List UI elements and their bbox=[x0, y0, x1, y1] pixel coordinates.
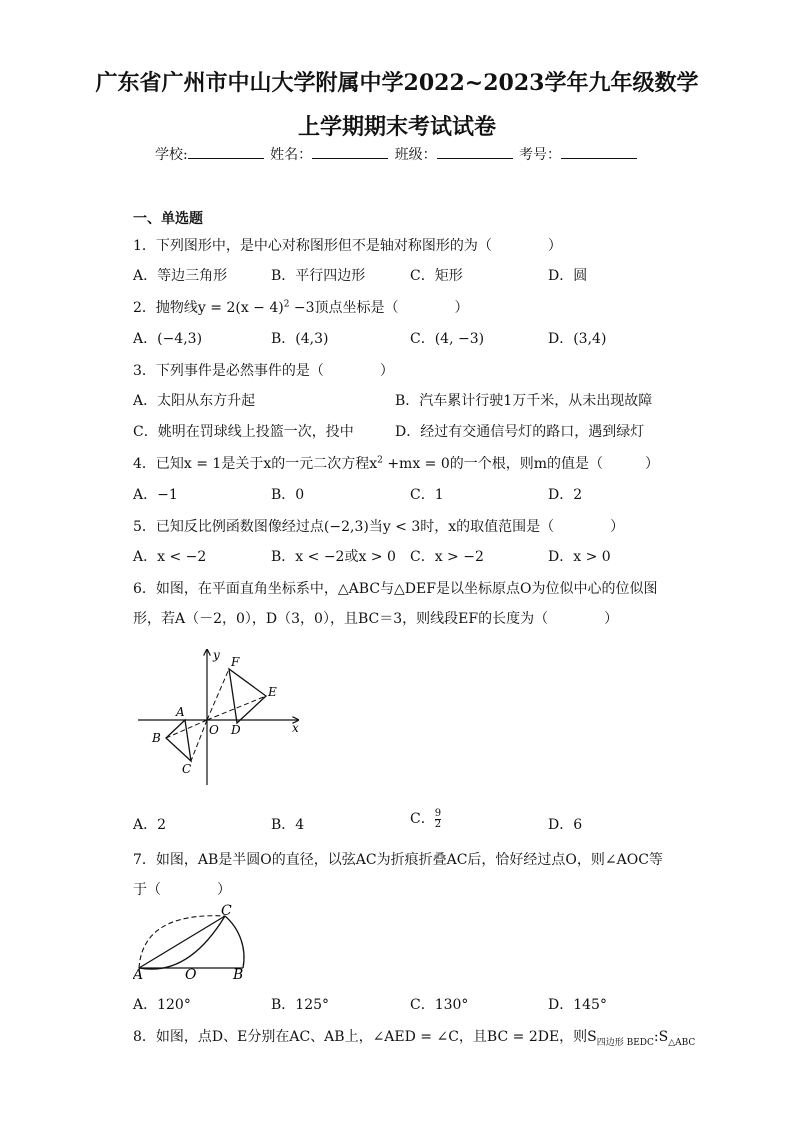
q3-stem: 3．下列事件是必然事件的是（ ） bbox=[133, 363, 394, 379]
title-line-2: 上学期期末考试试卷 bbox=[297, 114, 496, 140]
label-o: O bbox=[209, 723, 219, 737]
label-b: B bbox=[233, 967, 244, 982]
q5-option-a: A．x < −2 bbox=[133, 549, 207, 565]
q7-option-b: B．125° bbox=[271, 997, 330, 1013]
semicircle-arc bbox=[225, 916, 244, 968]
label-d: D bbox=[231, 723, 241, 737]
section-heading: 一、单选题 bbox=[133, 211, 203, 227]
title-line-1: 广东省广州市中山大学附属中学2022~2023学年九年级数学 bbox=[95, 70, 699, 96]
q5-option-b: B．x < −2或x > 0 bbox=[271, 549, 396, 565]
q1-option-a: A．等边三角形 bbox=[133, 268, 228, 284]
fraction-9-2: $\frac{9}{2}$ bbox=[434, 807, 442, 830]
school-label: 学校: bbox=[154, 147, 188, 163]
name-label: 姓名： bbox=[270, 147, 313, 163]
label-c: C bbox=[182, 762, 192, 776]
class-blank[interactable] bbox=[437, 146, 513, 159]
student-info-fields bbox=[0, 144, 794, 164]
q7-option-d: D．145° bbox=[548, 997, 607, 1013]
q5-option-c: C．x > −2 bbox=[410, 549, 484, 565]
q5-stem: 5．已知反比例函数图像经过点(−2,3)当y < 3时，x的取值范围是（ ） bbox=[133, 519, 625, 535]
q6-option-b: B．4 bbox=[271, 817, 305, 833]
q6-figure bbox=[133, 645, 308, 790]
q7-option-c: C．130° bbox=[410, 997, 469, 1013]
q6-stem-line1: 6．如图，在平面直角坐标系中，△ABC与△DEF是以坐标原点O为位似中心的位似图 bbox=[133, 581, 658, 597]
q4-option-c: C．1 bbox=[410, 487, 444, 503]
q6-option-c: C． $\frac{9}{2}$ bbox=[410, 807, 442, 830]
q7-stem-line2: 于（ ） bbox=[133, 882, 231, 898]
q5-option-d: D．x > 0 bbox=[548, 549, 611, 565]
q4-stem: 4．已知x = 1是关于x的一元二次方程$x^2 +mx = 0$的一个根，则m的值是（ ） bbox=[133, 455, 660, 472]
q4-option-d: D．2 bbox=[548, 487, 583, 503]
q7-stem-line1: 7．如图，AB是半圆O的直径，以弦AC为折痕折叠AC后，恰好经过点O，则∠AOC等 bbox=[133, 852, 663, 868]
q6-option-d: D．6 bbox=[548, 817, 583, 833]
label-b: B bbox=[152, 731, 161, 745]
label-e: E bbox=[268, 685, 277, 699]
label-x: x bbox=[292, 721, 299, 735]
q1-option-b: B．平行四边形 bbox=[271, 268, 366, 284]
label-c: C bbox=[221, 903, 232, 919]
number-blank[interactable] bbox=[561, 146, 637, 159]
q3-option-c: C．姚明在罚球线上投篮一次，投中 bbox=[133, 424, 354, 440]
q1-option-c: C．矩形 bbox=[410, 268, 463, 284]
number-label: 考号： bbox=[519, 147, 562, 163]
label-a: A bbox=[133, 967, 144, 982]
triangle-def bbox=[229, 669, 266, 723]
q8-stem: 8．如图，点D、E分别在AC、AB上，∠AED = ∠C，且BC = 2DE，则$S_{四边形 BEDC}:S_{\triangle ABC}$ bbox=[133, 1029, 696, 1048]
q2-stem: 2．抛物线$y = 2(x - 4)^2 -3$顶点坐标是（ ） bbox=[133, 299, 469, 316]
q7-option-a: A．120° bbox=[133, 997, 191, 1013]
label-y: y bbox=[213, 648, 220, 662]
q1-stem: 1．下列图形中，是中心对称图形但不是轴对称图形的为（ ） bbox=[133, 238, 562, 254]
q2-option-b: B．(4,3) bbox=[271, 331, 329, 347]
q7-figure bbox=[133, 902, 263, 982]
chord-ac bbox=[139, 916, 225, 968]
label-f: F bbox=[231, 655, 240, 669]
q2-option-c: C．(4, −3) bbox=[410, 331, 485, 347]
q6-stem-line2: 形，若A（－2，0），D（3，0），且BC＝3，则线段EF的长度为（ ） bbox=[133, 611, 619, 627]
q3-option-d: D．经过有交通信号灯的路口，遇到绿灯 bbox=[395, 424, 645, 440]
q2-option-d: D．(3,4) bbox=[548, 331, 607, 347]
q3-option-b: B．汽车累计行驶1万千米，从未出现故障 bbox=[395, 393, 653, 409]
class-label: 班级： bbox=[394, 147, 437, 163]
school-blank[interactable] bbox=[188, 146, 264, 159]
name-blank[interactable] bbox=[312, 146, 388, 159]
q4-option-b: B．0 bbox=[271, 487, 305, 503]
label-a: A bbox=[176, 705, 185, 719]
q3-option-a: A．太阳从东方升起 bbox=[133, 393, 256, 409]
label-o: O bbox=[185, 967, 197, 982]
dashed-oc bbox=[191, 720, 207, 761]
q6-option-a: A．2 bbox=[133, 817, 167, 833]
q4-option-a: A．−1 bbox=[133, 487, 178, 503]
q1-option-d: D．圆 bbox=[548, 268, 588, 284]
q2-option-a: A．(−4,3) bbox=[133, 331, 203, 347]
triangle-abc bbox=[166, 720, 191, 761]
